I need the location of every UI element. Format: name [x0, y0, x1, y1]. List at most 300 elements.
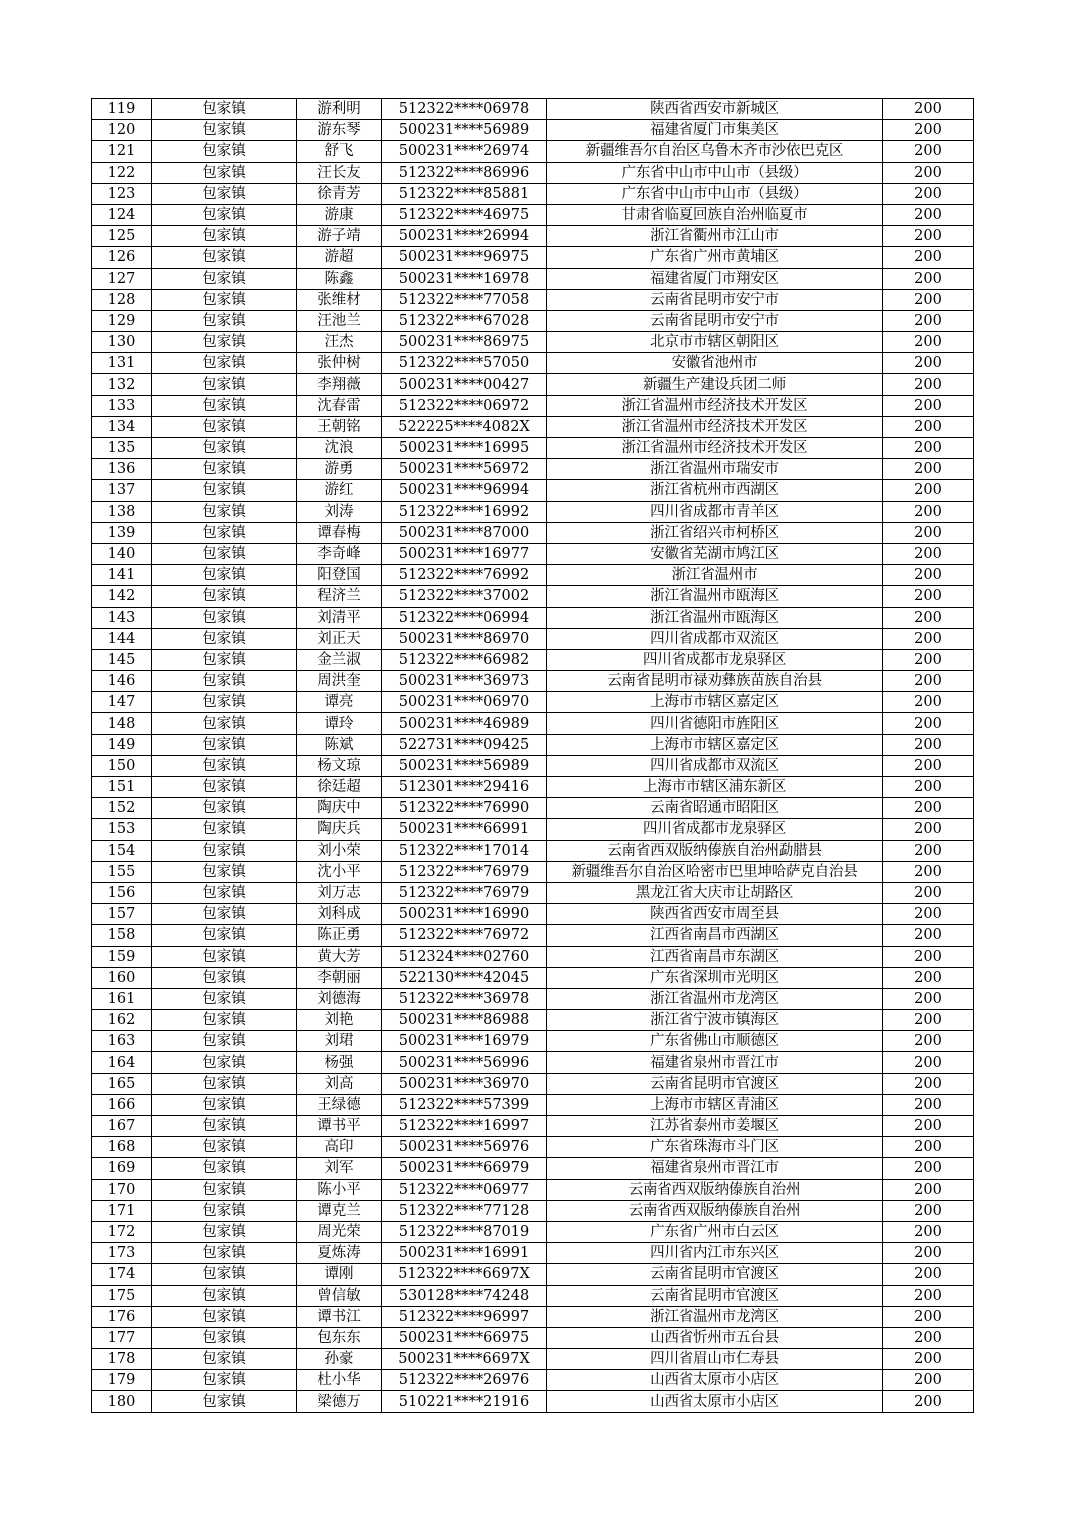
row-number-cell: 171 [92, 1200, 152, 1221]
table-row [92, 480, 974, 501]
row-number-cell: 162 [92, 1010, 152, 1031]
name-cell: 张维材 [297, 289, 382, 310]
address-cell: 广东省中山市中山市（县级） [547, 183, 883, 204]
amount-cell: 200 [883, 904, 974, 925]
address-cell: 云南省昆明市官渡区 [547, 1264, 883, 1285]
row-number-cell: 129 [92, 310, 152, 331]
town-cell: 包家镇 [152, 734, 297, 755]
name-cell: 游子靖 [297, 226, 382, 247]
address-cell: 山西省太原市小店区 [547, 1391, 883, 1412]
row-number-cell: 134 [92, 416, 152, 437]
town-cell: 包家镇 [152, 141, 297, 162]
town-cell: 包家镇 [152, 395, 297, 416]
name-cell: 游红 [297, 480, 382, 501]
town-cell: 包家镇 [152, 204, 297, 225]
address-cell: 浙江省温州市经济技术开发区 [547, 395, 883, 416]
name-cell: 刘艳 [297, 1010, 382, 1031]
row-number-cell: 179 [92, 1370, 152, 1391]
row-number-cell: 126 [92, 247, 152, 268]
address-cell: 浙江省宁波市镇海区 [547, 1010, 883, 1031]
name-cell: 李翔薇 [297, 374, 382, 395]
table-row [92, 798, 974, 819]
amount-cell: 200 [883, 565, 974, 586]
table-row [92, 1137, 974, 1158]
amount-cell: 200 [883, 1306, 974, 1327]
town-cell: 包家镇 [152, 99, 297, 120]
table-row [92, 247, 974, 268]
address-cell: 云南省昆明市禄劝彝族苗族自治县 [547, 671, 883, 692]
id-number-cell: 530128****74248 [382, 1285, 547, 1306]
name-cell: 王绿德 [297, 1094, 382, 1115]
table-row [92, 438, 974, 459]
row-number-cell: 166 [92, 1094, 152, 1115]
name-cell: 刘万志 [297, 882, 382, 903]
id-number-cell: 512322****16997 [382, 1116, 547, 1137]
name-cell: 陶庆兵 [297, 819, 382, 840]
address-cell: 云南省昆明市官渡区 [547, 1285, 883, 1306]
town-cell: 包家镇 [152, 586, 297, 607]
address-cell: 广东省广州市黄埔区 [547, 247, 883, 268]
row-number-cell: 172 [92, 1221, 152, 1242]
name-cell: 沈春雷 [297, 395, 382, 416]
table-row [92, 819, 974, 840]
row-number-cell: 154 [92, 840, 152, 861]
amount-cell: 200 [883, 247, 974, 268]
id-number-cell: 512322****76972 [382, 925, 547, 946]
row-number-cell: 161 [92, 988, 152, 1009]
row-number-cell: 178 [92, 1349, 152, 1370]
address-cell: 四川省眉山市仁寿县 [547, 1349, 883, 1370]
name-cell: 陶庆中 [297, 798, 382, 819]
address-cell: 上海市市辖区嘉定区 [547, 734, 883, 755]
table-row [92, 1116, 974, 1137]
table-row [92, 99, 974, 120]
id-number-cell: 500231****16991 [382, 1243, 547, 1264]
table-row [92, 310, 974, 331]
id-number-cell: 500231****16977 [382, 543, 547, 564]
name-cell: 徐青芳 [297, 183, 382, 204]
town-cell: 包家镇 [152, 649, 297, 670]
town-cell: 包家镇 [152, 522, 297, 543]
row-number-cell: 143 [92, 607, 152, 628]
id-number-cell: 512322****17014 [382, 840, 547, 861]
address-cell: 福建省泉州市晋江市 [547, 1052, 883, 1073]
address-cell: 陕西省西安市新城区 [547, 99, 883, 120]
table-row [92, 692, 974, 713]
id-number-cell: 500231****86988 [382, 1010, 547, 1031]
address-cell: 浙江省杭州市西湖区 [547, 480, 883, 501]
town-cell: 包家镇 [152, 1137, 297, 1158]
table-row [92, 1010, 974, 1031]
amount-cell: 200 [883, 734, 974, 755]
id-number-cell: 500231****56989 [382, 755, 547, 776]
amount-cell: 200 [883, 1073, 974, 1094]
address-cell: 浙江省温州市瓯海区 [547, 586, 883, 607]
row-number-cell: 148 [92, 713, 152, 734]
table-row [92, 1243, 974, 1264]
table-row [92, 904, 974, 925]
row-number-cell: 139 [92, 522, 152, 543]
amount-cell: 200 [883, 501, 974, 522]
town-cell: 包家镇 [152, 1264, 297, 1285]
id-number-cell: 512322****67028 [382, 310, 547, 331]
address-cell: 新疆维吾尔自治区哈密市巴里坤哈萨克自治县 [547, 861, 883, 882]
table-row [92, 289, 974, 310]
address-cell: 江西省南昌市东湖区 [547, 946, 883, 967]
amount-cell: 200 [883, 755, 974, 776]
address-cell: 新疆维吾尔自治区乌鲁木齐市沙依巴克区 [547, 141, 883, 162]
address-cell: 云南省西双版纳傣族自治州勐腊县 [547, 840, 883, 861]
address-cell: 上海市市辖区嘉定区 [547, 692, 883, 713]
town-cell: 包家镇 [152, 904, 297, 925]
table-row [92, 332, 974, 353]
table-body [92, 99, 974, 1413]
table-row [92, 374, 974, 395]
row-number-cell: 151 [92, 777, 152, 798]
town-cell: 包家镇 [152, 861, 297, 882]
address-cell: 浙江省温州市龙湾区 [547, 988, 883, 1009]
row-number-cell: 169 [92, 1158, 152, 1179]
amount-cell: 200 [883, 840, 974, 861]
row-number-cell: 135 [92, 438, 152, 459]
town-cell: 包家镇 [152, 1094, 297, 1115]
amount-cell: 200 [883, 120, 974, 141]
row-number-cell: 146 [92, 671, 152, 692]
address-cell: 黑龙江省大庆市让胡路区 [547, 882, 883, 903]
address-cell: 甘肃省临夏回族自治州临夏市 [547, 204, 883, 225]
id-number-cell: 512322****87019 [382, 1221, 547, 1242]
town-cell: 包家镇 [152, 1031, 297, 1052]
amount-cell: 200 [883, 1052, 974, 1073]
row-number-cell: 131 [92, 353, 152, 374]
name-cell: 陈正勇 [297, 925, 382, 946]
row-number-cell: 150 [92, 755, 152, 776]
address-cell: 四川省德阳市旌阳区 [547, 713, 883, 734]
table-row [92, 755, 974, 776]
row-number-cell: 177 [92, 1327, 152, 1348]
name-cell: 游利明 [297, 99, 382, 120]
id-number-cell: 500231****56996 [382, 1052, 547, 1073]
amount-cell: 200 [883, 586, 974, 607]
address-cell: 浙江省衢州市江山市 [547, 226, 883, 247]
town-cell: 包家镇 [152, 459, 297, 480]
address-cell: 山西省忻州市五台县 [547, 1327, 883, 1348]
amount-cell: 200 [883, 819, 974, 840]
town-cell: 包家镇 [152, 925, 297, 946]
table-row [92, 1073, 974, 1094]
row-number-cell: 138 [92, 501, 152, 522]
name-cell: 谭玲 [297, 713, 382, 734]
id-number-cell: 512322****86996 [382, 162, 547, 183]
table-row [92, 395, 974, 416]
table-row [92, 628, 974, 649]
row-number-cell: 156 [92, 882, 152, 903]
table-row [92, 522, 974, 543]
amount-cell: 200 [883, 310, 974, 331]
amount-cell: 200 [883, 1137, 974, 1158]
town-cell: 包家镇 [152, 882, 297, 903]
id-number-cell: 512322****57399 [382, 1094, 547, 1115]
name-cell: 孙豪 [297, 1349, 382, 1370]
row-number-cell: 133 [92, 395, 152, 416]
row-number-cell: 128 [92, 289, 152, 310]
amount-cell: 200 [883, 967, 974, 988]
table-row [92, 416, 974, 437]
amount-cell: 200 [883, 183, 974, 204]
town-cell: 包家镇 [152, 332, 297, 353]
id-number-cell: 500231****00427 [382, 374, 547, 395]
name-cell: 刘军 [297, 1158, 382, 1179]
amount-cell: 200 [883, 543, 974, 564]
amount-cell: 200 [883, 162, 974, 183]
amount-cell: 200 [883, 1200, 974, 1221]
address-cell: 广东省广州市白云区 [547, 1221, 883, 1242]
id-number-cell: 500231****36970 [382, 1073, 547, 1094]
table-row [92, 925, 974, 946]
table-row [92, 988, 974, 1009]
town-cell: 包家镇 [152, 1200, 297, 1221]
amount-cell: 200 [883, 1370, 974, 1391]
data-table [91, 98, 974, 1413]
id-number-cell: 512324****02760 [382, 946, 547, 967]
row-number-cell: 125 [92, 226, 152, 247]
address-cell: 山西省太原市小店区 [547, 1370, 883, 1391]
town-cell: 包家镇 [152, 374, 297, 395]
address-cell: 浙江省绍兴市柯桥区 [547, 522, 883, 543]
name-cell: 梁德万 [297, 1391, 382, 1412]
row-number-cell: 141 [92, 565, 152, 586]
town-cell: 包家镇 [152, 1285, 297, 1306]
table-row [92, 226, 974, 247]
address-cell: 浙江省温州市瓯海区 [547, 607, 883, 628]
name-cell: 夏炼涛 [297, 1243, 382, 1264]
amount-cell: 200 [883, 1243, 974, 1264]
address-cell: 上海市市辖区浦东新区 [547, 777, 883, 798]
name-cell: 刘科成 [297, 904, 382, 925]
row-number-cell: 164 [92, 1052, 152, 1073]
row-number-cell: 119 [92, 99, 152, 120]
amount-cell: 200 [883, 777, 974, 798]
table-row [92, 777, 974, 798]
id-number-cell: 500231****56976 [382, 1137, 547, 1158]
name-cell: 刘珺 [297, 1031, 382, 1052]
row-number-cell: 180 [92, 1391, 152, 1412]
id-number-cell: 500231****16995 [382, 438, 547, 459]
address-cell: 广东省中山市中山市（县级） [547, 162, 883, 183]
row-number-cell: 160 [92, 967, 152, 988]
amount-cell: 200 [883, 289, 974, 310]
town-cell: 包家镇 [152, 247, 297, 268]
id-number-cell: 500231****66975 [382, 1327, 547, 1348]
id-number-cell: 500231****46989 [382, 713, 547, 734]
town-cell: 包家镇 [152, 1116, 297, 1137]
name-cell: 刘高 [297, 1073, 382, 1094]
address-cell: 福建省厦门市翔安区 [547, 268, 883, 289]
row-number-cell: 145 [92, 649, 152, 670]
table-row [92, 1221, 974, 1242]
table-row [92, 649, 974, 670]
table-row [92, 162, 974, 183]
id-number-cell: 500231****66991 [382, 819, 547, 840]
town-cell: 包家镇 [152, 438, 297, 459]
town-cell: 包家镇 [152, 289, 297, 310]
name-cell: 阳登国 [297, 565, 382, 586]
amount-cell: 200 [883, 374, 974, 395]
row-number-cell: 132 [92, 374, 152, 395]
table-row [92, 861, 974, 882]
row-number-cell: 176 [92, 1306, 152, 1327]
name-cell: 徐廷超 [297, 777, 382, 798]
row-number-cell: 124 [92, 204, 152, 225]
id-number-cell: 512322****46975 [382, 204, 547, 225]
row-number-cell: 136 [92, 459, 152, 480]
table-row [92, 141, 974, 162]
name-cell: 刘涛 [297, 501, 382, 522]
id-number-cell: 500231****87000 [382, 522, 547, 543]
town-cell: 包家镇 [152, 755, 297, 776]
amount-cell: 200 [883, 395, 974, 416]
table-row [92, 353, 974, 374]
address-cell: 福建省泉州市晋江市 [547, 1158, 883, 1179]
row-number-cell: 137 [92, 480, 152, 501]
table-row [92, 565, 974, 586]
address-cell: 云南省西双版纳傣族自治州 [547, 1179, 883, 1200]
town-cell: 包家镇 [152, 120, 297, 141]
name-cell: 李奇峰 [297, 543, 382, 564]
row-number-cell: 123 [92, 183, 152, 204]
name-cell: 李朝丽 [297, 967, 382, 988]
row-number-cell: 152 [92, 798, 152, 819]
address-cell: 浙江省温州市 [547, 565, 883, 586]
name-cell: 谭春梅 [297, 522, 382, 543]
name-cell: 谭克兰 [297, 1200, 382, 1221]
name-cell: 陈斌 [297, 734, 382, 755]
address-cell: 安徽省池州市 [547, 353, 883, 374]
amount-cell: 200 [883, 628, 974, 649]
amount-cell: 200 [883, 1221, 974, 1242]
address-cell: 浙江省温州市瑞安市 [547, 459, 883, 480]
id-number-cell: 522225****4082X [382, 416, 547, 437]
id-number-cell: 512322****16992 [382, 501, 547, 522]
table-row [92, 967, 974, 988]
amount-cell: 200 [883, 99, 974, 120]
table-row [92, 1179, 974, 1200]
name-cell: 谭书平 [297, 1116, 382, 1137]
town-cell: 包家镇 [152, 268, 297, 289]
amount-cell: 200 [883, 1094, 974, 1115]
row-number-cell: 174 [92, 1264, 152, 1285]
town-cell: 包家镇 [152, 1073, 297, 1094]
row-number-cell: 127 [92, 268, 152, 289]
name-cell: 沈小平 [297, 861, 382, 882]
name-cell: 谭书江 [297, 1306, 382, 1327]
id-number-cell: 500231****56989 [382, 120, 547, 141]
name-cell: 谭亮 [297, 692, 382, 713]
town-cell: 包家镇 [152, 1306, 297, 1327]
name-cell: 周光荣 [297, 1221, 382, 1242]
name-cell: 刘小荣 [297, 840, 382, 861]
amount-cell: 200 [883, 1285, 974, 1306]
name-cell: 杨文琼 [297, 755, 382, 776]
name-cell: 沈浪 [297, 438, 382, 459]
address-cell: 云南省昆明市安宁市 [547, 289, 883, 310]
address-cell: 安徽省芜湖市鸠江区 [547, 543, 883, 564]
id-number-cell: 512322****85881 [382, 183, 547, 204]
name-cell: 陈鑫 [297, 268, 382, 289]
id-number-cell: 500231****36973 [382, 671, 547, 692]
table-row [92, 501, 974, 522]
town-cell: 包家镇 [152, 1010, 297, 1031]
address-cell: 浙江省温州市龙湾区 [547, 1306, 883, 1327]
name-cell: 谭刚 [297, 1264, 382, 1285]
town-cell: 包家镇 [152, 1391, 297, 1412]
town-cell: 包家镇 [152, 501, 297, 522]
amount-cell: 200 [883, 226, 974, 247]
town-cell: 包家镇 [152, 946, 297, 967]
table-row [92, 268, 974, 289]
town-cell: 包家镇 [152, 480, 297, 501]
amount-cell: 200 [883, 798, 974, 819]
row-number-cell: 167 [92, 1116, 152, 1137]
amount-cell: 200 [883, 268, 974, 289]
name-cell: 游东琴 [297, 120, 382, 141]
address-cell: 福建省厦门市集美区 [547, 120, 883, 141]
table-row [92, 840, 974, 861]
amount-cell: 200 [883, 522, 974, 543]
name-cell: 舒飞 [297, 141, 382, 162]
id-number-cell: 522130****42045 [382, 967, 547, 988]
table-row [92, 120, 974, 141]
id-number-cell: 512322****36978 [382, 988, 547, 1009]
name-cell: 汪长友 [297, 162, 382, 183]
town-cell: 包家镇 [152, 1179, 297, 1200]
id-number-cell: 500231****96975 [382, 247, 547, 268]
row-number-cell: 120 [92, 120, 152, 141]
name-cell: 周洪奎 [297, 671, 382, 692]
amount-cell: 200 [883, 649, 974, 670]
address-cell: 四川省成都市青羊区 [547, 501, 883, 522]
amount-cell: 200 [883, 946, 974, 967]
table-row [92, 671, 974, 692]
row-number-cell: 163 [92, 1031, 152, 1052]
table-row [92, 204, 974, 225]
table-row [92, 734, 974, 755]
id-number-cell: 500231****26994 [382, 226, 547, 247]
amount-cell: 200 [883, 1391, 974, 1412]
row-number-cell: 140 [92, 543, 152, 564]
name-cell: 汪池兰 [297, 310, 382, 331]
address-cell: 四川省成都市双流区 [547, 628, 883, 649]
table-row [92, 183, 974, 204]
table-row [92, 543, 974, 564]
id-number-cell: 500231****16990 [382, 904, 547, 925]
amount-cell: 200 [883, 1010, 974, 1031]
name-cell: 刘清平 [297, 607, 382, 628]
address-cell: 广东省深圳市光明区 [547, 967, 883, 988]
table-row [92, 882, 974, 903]
town-cell: 包家镇 [152, 1243, 297, 1264]
id-number-cell: 512322****57050 [382, 353, 547, 374]
town-cell: 包家镇 [152, 183, 297, 204]
table-row [92, 1327, 974, 1348]
amount-cell: 200 [883, 1349, 974, 1370]
id-number-cell: 500231****6697X [382, 1349, 547, 1370]
town-cell: 包家镇 [152, 777, 297, 798]
name-cell: 杨强 [297, 1052, 382, 1073]
table-row [92, 1200, 974, 1221]
id-number-cell: 512322****96997 [382, 1306, 547, 1327]
row-number-cell: 165 [92, 1073, 152, 1094]
